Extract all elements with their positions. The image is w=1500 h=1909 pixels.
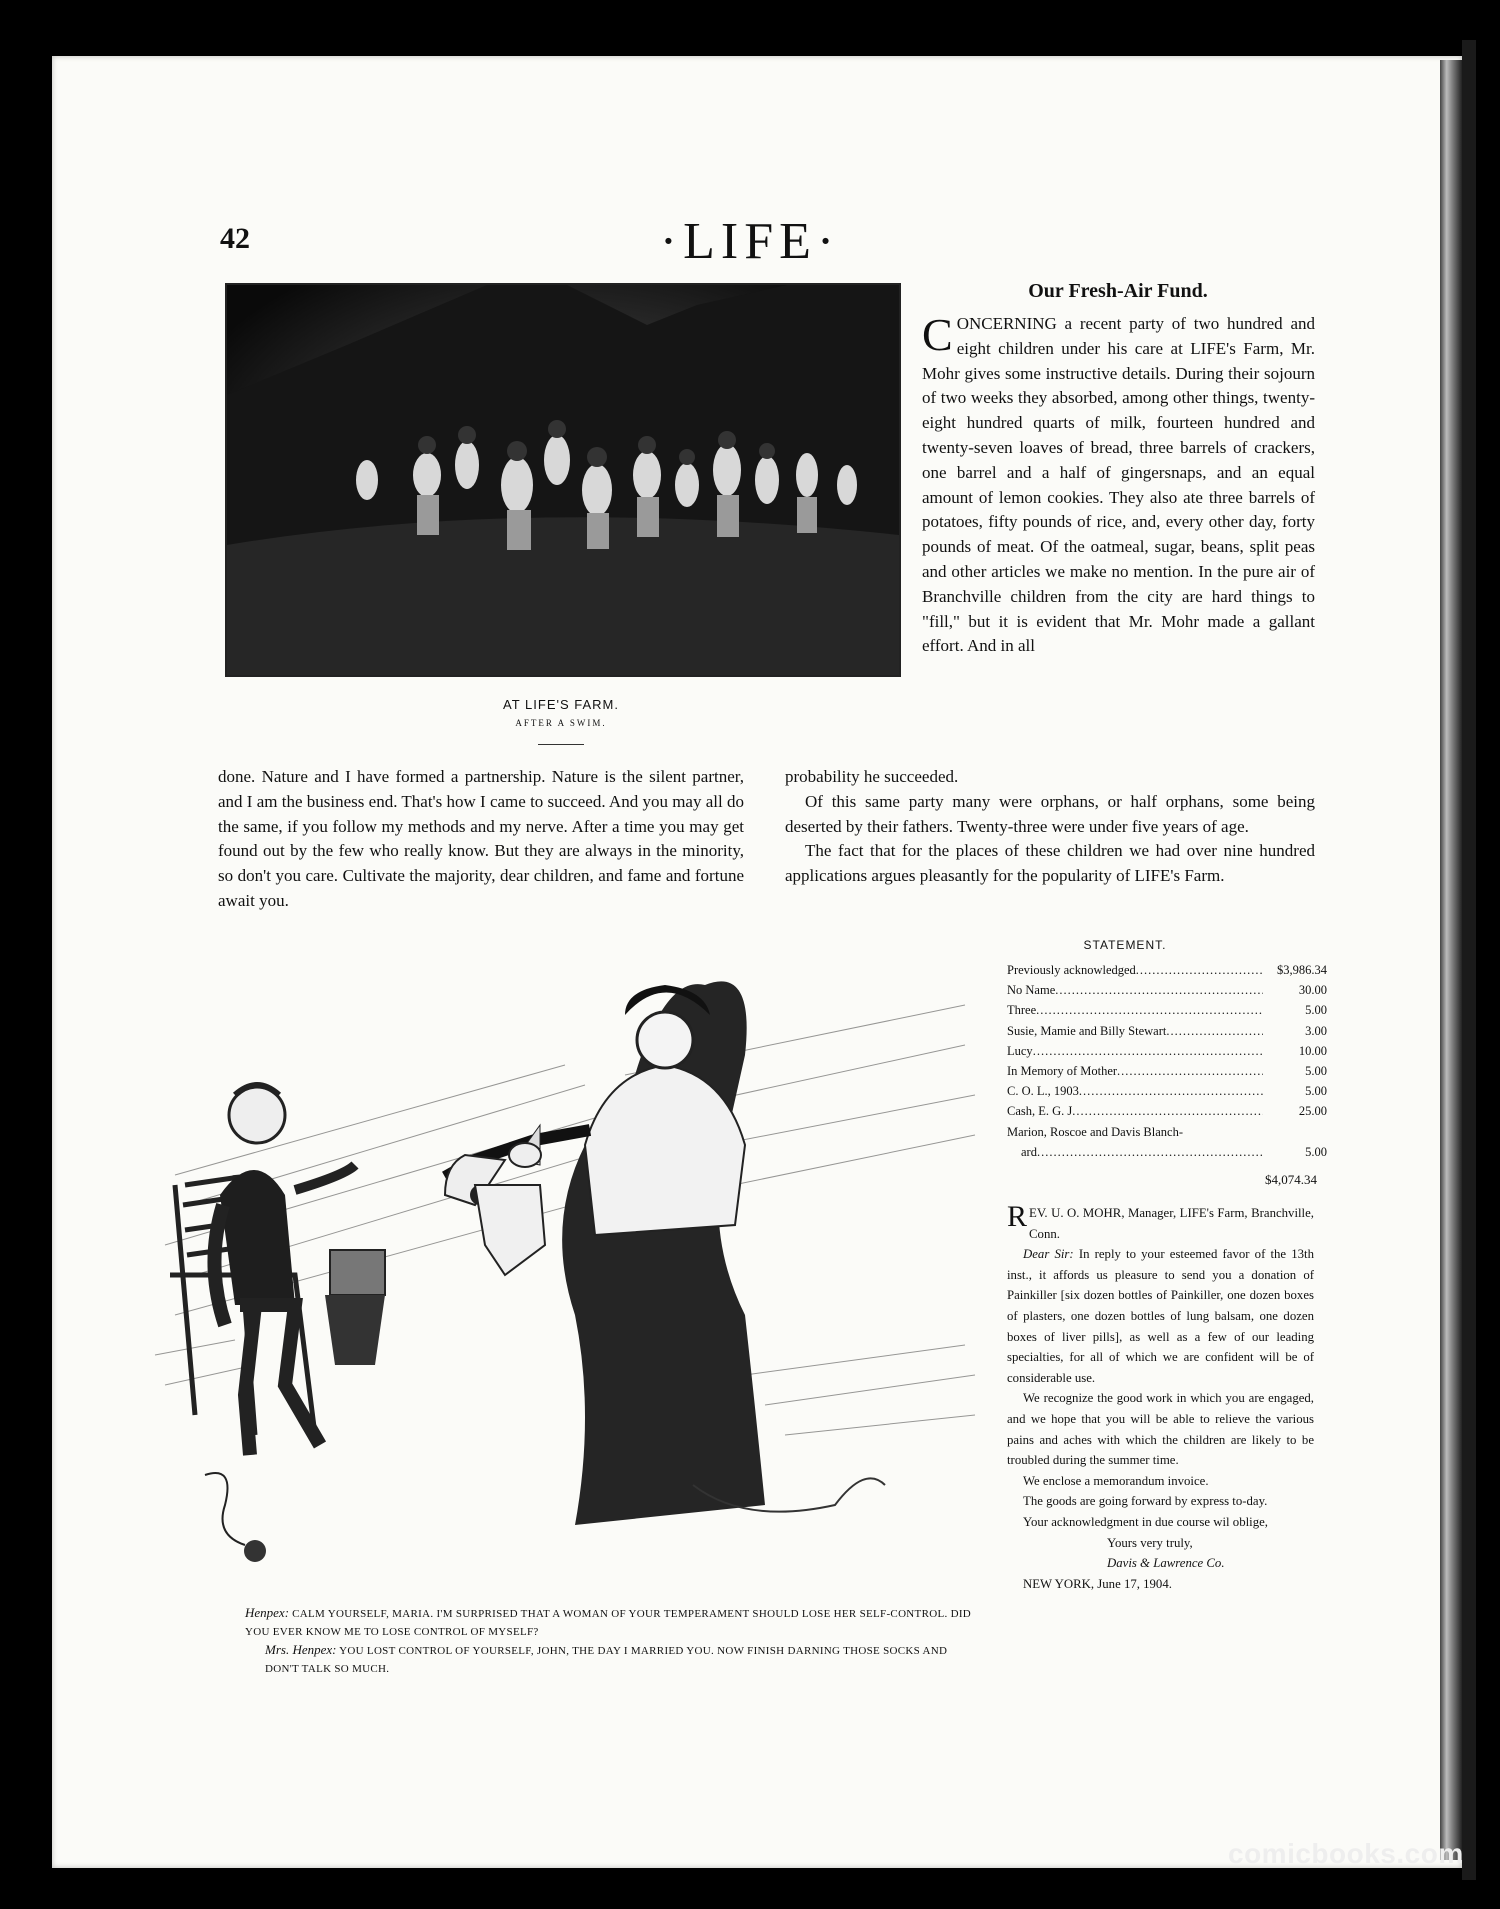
statement-row: No Name ..... 30.00	[1007, 980, 1327, 1000]
henpex-cartoon-drawing	[145, 945, 985, 1585]
statement-row: Cash, E. G. J ..... 25.00	[1007, 1101, 1327, 1121]
statement-row-label-line1: Marion, Roscoe and Davis Blanch-	[1007, 1124, 1184, 1139]
statement-title: STATEMENT.	[1083, 938, 1167, 952]
statement-row: Lucy ..... 10.00	[1007, 1041, 1327, 1061]
cartoon-caption	[245, 1604, 983, 1678]
left-column-text	[218, 765, 744, 914]
letter-address: EV. U. O. MOHR, Manager, LIFE's Farm, Branchville, Conn.	[1029, 1206, 1314, 1241]
statement-row: Previously acknowledged ..... $3,986.34	[1007, 960, 1327, 980]
letter-signature: Davis & Lawrence Co.	[1107, 1556, 1225, 1571]
letter-initial: R	[1007, 1200, 1028, 1233]
dialogue-henpex: CALM YOURSELF, MARIA. I'M SURPRISED THAT A WOMAN OF YOUR TEMPERAMENT SHOULD LOSE HER SELF-CONTROL. DID YOU EVER KNOW ME TO LOSE CONTROL OF MYSELF?	[245, 1608, 972, 1638]
site-watermark: comicbooks.com	[1228, 1838, 1464, 1869]
letter-salutation: Dear Sir:	[1023, 1247, 1074, 1262]
letter-dateline: NEW YORK, June 17, 1904.	[1023, 1576, 1172, 1591]
statement-total: $4,074.34	[1265, 1172, 1317, 1187]
statement-row: In Memory of Mother ..... 5.00	[1007, 1061, 1327, 1081]
dialogue-mrs-henpex: YOU LOST CONTROL OF YOURSELF, JOHN, THE DAY I MARRIED YOU. NOW FINISH DARNING THOSE SOCKS AND DON'T TALK SO MUCH.	[265, 1645, 948, 1675]
page-number: 42	[220, 222, 250, 255]
left-column-paragraph: done. Nature and I have formed a partnership. Nature is the silent partner, and I am the business end. That's how I came to succeed. And you may all do the same, if you follow my methods and my nerve. After a time you may get found out by the few who really know. But they are always in the minority, so don't you care. Cultivate the majority, dear children, and fame and fortune await you.	[218, 767, 744, 910]
letter-from-davis-lawrence	[1007, 1200, 1315, 1594]
article-paragraph-1: ONCERNING a recent party of two hundred and eight children under his care at LIFE's Farm, Mr. Mohr gives some instructive details. During their sojourn of two weeks they absorbed, among other things, twenty-eight hundred quarts of milk, fourteen hundred and twenty-seven loaves of bread, three barrels of crackers, one barrel and a half of gingersnaps, and an equal amount of lemon cookies. They also ate three barrels of potatoes, fifty pounds of rice, and, every other day, forty pounds of meat. Of the oatmeal, sugar, beans, split peas and other articles we make no mention. In the pure air of Branchville children from the city are hard things to "fill," but it is evident that Mr. Mohr made a gallant effort. And in all	[922, 314, 1315, 656]
photo-caption: AT LIFE'S FARM.	[503, 697, 619, 712]
donation-statement	[1007, 960, 1327, 1162]
page-spine-shadow	[1440, 60, 1462, 1860]
letter-body-1: In reply to your esteemed favor of the 13th inst., it affords us pleasure to send you a donation of Painkiller [six dozen bottles of Painkiller, one dozen boxes of plasters, one dozen bottles of lung balsam, one dozen boxes of liver pills], as well as a few of our leading specialties, for all of which we are confident will be of considerable use.	[1007, 1247, 1315, 1385]
cartoon-dialogue-1	[245, 1604, 983, 1641]
statement-row: C. O. L., 1903 ..... 5.00	[1007, 1081, 1327, 1101]
photo-subcaption: AFTER A SWIM.	[515, 718, 607, 728]
statement-row: ard ..... 5.00	[1007, 1142, 1327, 1162]
children-swim-photo-illustration	[227, 285, 899, 675]
article-column-right	[922, 309, 1315, 659]
statement-row: Susie, Mamie and Billy Stewart ..... 3.00	[1007, 1021, 1327, 1041]
farm-photograph	[225, 283, 901, 677]
article-paragraph-3: The fact that for the places of these children we had over nine hundred applications argues pleasantly for the popularity of LIFE's Farm.	[785, 841, 1315, 886]
article-title: Our Fresh-Air Fund.	[1028, 280, 1208, 302]
cartoon-illustration	[145, 945, 985, 1585]
masthead-title: ·LIFE·	[659, 213, 841, 270]
letter-body-3: We enclose a memorandum invoice.	[1023, 1473, 1209, 1488]
drop-cap: C	[922, 309, 953, 360]
book-edge	[1462, 40, 1476, 1880]
article-paragraph-1-continued: probability he succeeded.	[785, 767, 959, 786]
article-column-continued	[785, 765, 1315, 889]
speaker-mrs-henpex: Mrs. Henpex:	[265, 1642, 337, 1657]
cartoon-dialogue-2	[245, 1641, 983, 1678]
speaker-henpex: Henpex:	[245, 1605, 290, 1620]
letter-body-2: We recognize the good work in which you are engaged, and we hope that you will be able to relieve the various pains and aches with which the children are likely to be troubled during the summer time.	[1007, 1391, 1314, 1468]
caption-rule	[538, 744, 584, 745]
letter-closing: Yours very truly,	[1107, 1535, 1193, 1550]
statement-row: Three ..... 5.00	[1007, 1000, 1327, 1020]
letter-body-4: The goods are going forward by express to-day.	[1023, 1494, 1268, 1509]
letter-body-5: Your acknowledgment in due course wil oblige,	[1023, 1514, 1268, 1529]
article-paragraph-2: Of this same party many were orphans, or half orphans, some being deserted by their fathers. Twenty-three were under five years of age.	[785, 791, 1315, 836]
